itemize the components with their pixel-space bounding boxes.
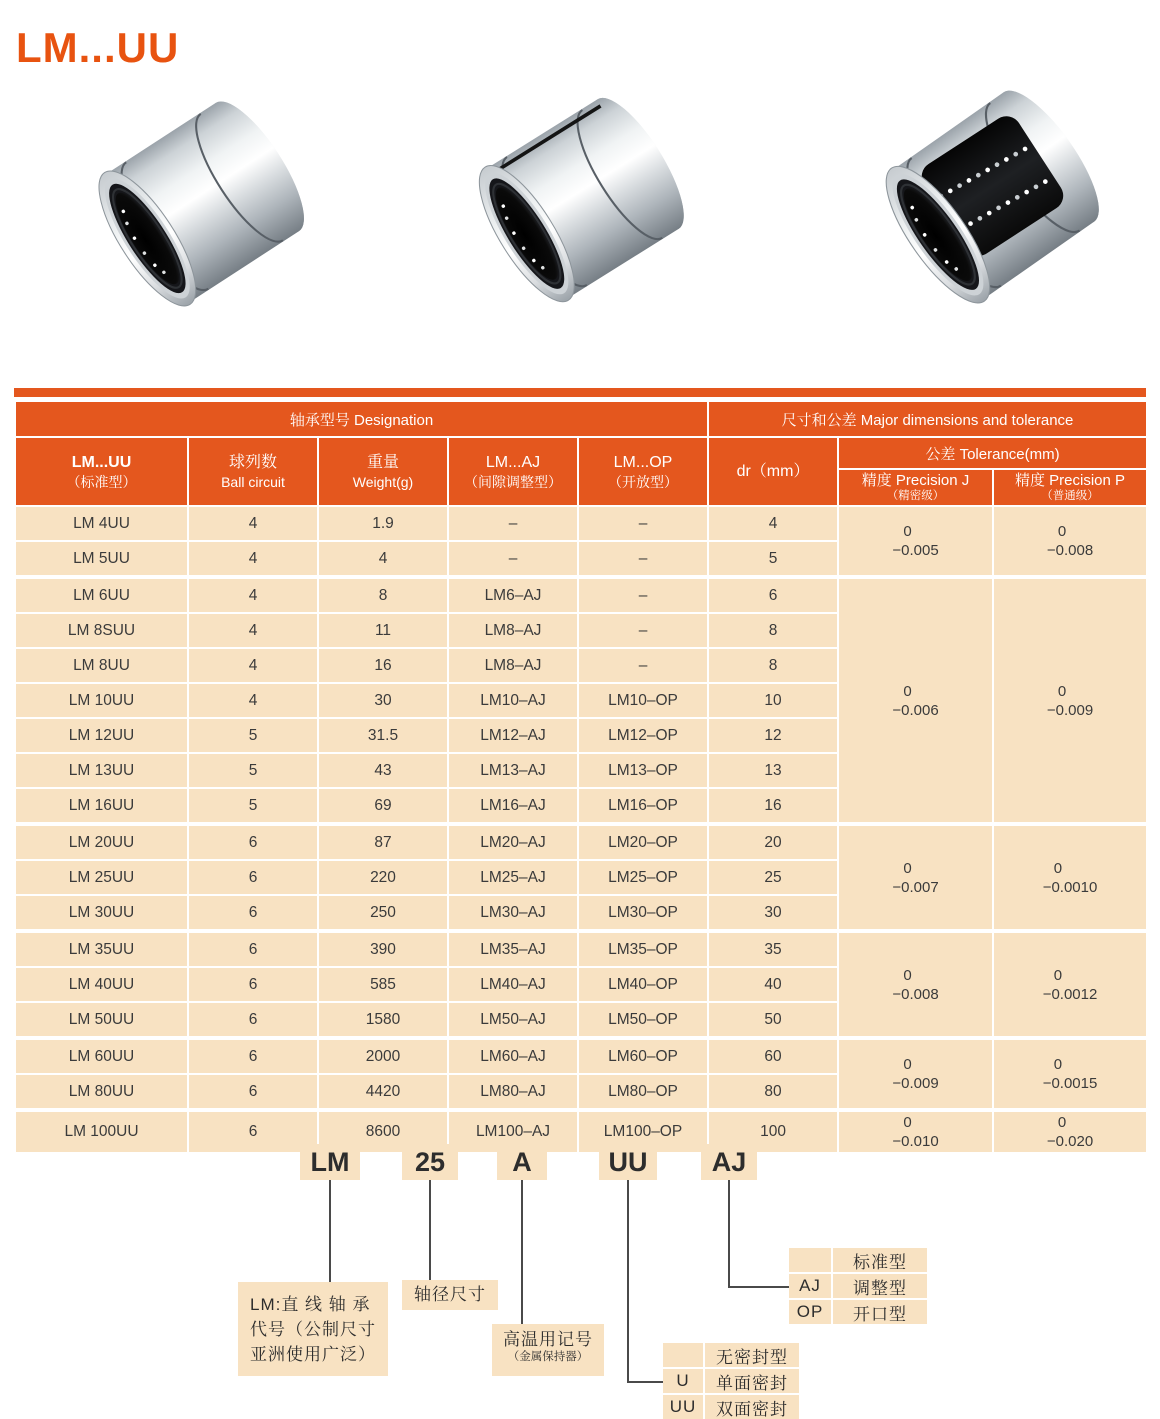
code-box-lm: LM [300, 1144, 360, 1180]
model-cell: LM 16UU [15, 788, 188, 824]
seal-code-uu: UU [663, 1395, 703, 1419]
code-box-aj: AJ [701, 1144, 757, 1180]
dr-cell: 20 [708, 824, 838, 860]
connector-line-lm [329, 1180, 331, 1282]
tolerance-precision-p-cell: 0 −0.009 [993, 577, 1147, 824]
model-cell: LM 5UU [15, 541, 188, 577]
weight-cell: 11 [318, 613, 448, 648]
tolerance-precision-j-cell: 0 −0.007 [838, 824, 993, 931]
spec-table-section [14, 388, 1146, 1154]
dr-cell: 60 [708, 1038, 838, 1074]
tolerance-precision-j-cell: 0 −0.008 [838, 931, 993, 1038]
table-row [15, 506, 1147, 541]
seal-label-u: 单面密封 [705, 1369, 799, 1393]
seal-code-table [663, 1343, 799, 1419]
aj-model-cell: LM30–AJ [448, 895, 578, 931]
col-header-tolerance: 公差 Tolerance(mm) [838, 437, 1147, 469]
weight-cell: 8600 [318, 1110, 448, 1153]
weight-cell: 31.5 [318, 718, 448, 753]
type-label-aj: 调整型 [833, 1274, 927, 1298]
aj-model-cell: LM6–AJ [448, 577, 578, 613]
type-label-op: 开口型 [833, 1300, 927, 1324]
col-header-balls-line1: 球列数 [228, 454, 277, 471]
ball-circuit-cell: 6 [188, 824, 318, 860]
dr-cell: 10 [708, 683, 838, 718]
seal-label-uu: 双面密封 [705, 1395, 799, 1419]
model-cell: LM 20UU [15, 824, 188, 860]
table-row [15, 931, 1147, 967]
aj-model-cell: LM8–AJ [448, 648, 578, 683]
op-model-cell: LM60–OP [578, 1038, 708, 1074]
dr-cell: 100 [708, 1110, 838, 1153]
seal-code-none [663, 1343, 703, 1367]
table-row [15, 1038, 1147, 1074]
page-title: LM...UU [16, 24, 180, 71]
spec-table-body [15, 506, 1147, 1153]
op-model-cell: – [578, 613, 708, 648]
op-model-cell: LM100–OP [578, 1110, 708, 1153]
op-model-cell: LM30–OP [578, 895, 708, 931]
dr-cell: 50 [708, 1002, 838, 1038]
model-cell: LM 4UU [15, 506, 188, 541]
ball-circuit-cell: 6 [188, 1074, 318, 1110]
aj-model-cell: LM35–AJ [448, 931, 578, 967]
op-model-cell: LM12–OP [578, 718, 708, 753]
op-model-cell: LM13–OP [578, 753, 708, 788]
op-model-cell: LM80–OP [578, 1074, 708, 1110]
weight-cell: 1580 [318, 1002, 448, 1038]
col-header-model [15, 437, 188, 506]
col-header-dr-label: dr（mm） [736, 463, 810, 480]
type-code-table [789, 1248, 927, 1324]
model-cell: LM 60UU [15, 1038, 188, 1074]
col-header-precision-p-line1: 精度 Precision P [1014, 472, 1126, 489]
code-box-uu: UU [599, 1144, 657, 1180]
model-cell: LM 40UU [15, 967, 188, 1002]
aj-model-cell: LM12–AJ [448, 718, 578, 753]
high-temp-note-line1: 高温用记号 [503, 1330, 593, 1349]
op-model-cell: – [578, 648, 708, 683]
connector-line-a [521, 1180, 523, 1324]
connector-line-uu-h [627, 1381, 663, 1383]
aj-model-cell: LM80–AJ [448, 1074, 578, 1110]
dr-cell: 35 [708, 931, 838, 967]
ball-circuit-cell: 4 [188, 506, 318, 541]
aj-model-cell: LM13–AJ [448, 753, 578, 788]
op-model-cell: – [578, 506, 708, 541]
col-header-op-line2: （开放型） [608, 474, 678, 490]
aj-model-cell: LM8–AJ [448, 613, 578, 648]
col-header-precision-p-line2: （普通级） [1041, 490, 1099, 502]
type-code-op: OP [789, 1300, 831, 1324]
op-model-cell: – [578, 541, 708, 577]
col-header-aj-line1: LM...AJ [485, 454, 541, 471]
col-header-aj [448, 437, 578, 506]
aj-model-cell: LM25–AJ [448, 860, 578, 895]
lm-code-note-line3: 亚洲使用广泛） [250, 1345, 376, 1364]
ball-circuit-cell: 6 [188, 1110, 318, 1153]
ball-circuit-cell: 6 [188, 1038, 318, 1074]
op-model-cell: LM25–OP [578, 860, 708, 895]
bearing-photo-adjustable [420, 69, 730, 338]
ball-circuit-cell: 5 [188, 788, 318, 824]
seal-label-none: 无密封型 [705, 1343, 799, 1367]
aj-model-cell: LM60–AJ [448, 1038, 578, 1074]
aj-model-cell: LM20–AJ [448, 824, 578, 860]
dimensions-banner: 尺寸和公差 Major dimensions and tolerance [708, 401, 1147, 437]
bearing-photo-open [826, 62, 1146, 340]
code-box-25: 25 [402, 1144, 458, 1180]
weight-cell: 250 [318, 895, 448, 931]
weight-cell: 16 [318, 648, 448, 683]
col-header-balls-line2: Ball circuit [221, 474, 285, 490]
ball-circuit-cell: 6 [188, 931, 318, 967]
dr-cell: 25 [708, 860, 838, 895]
spec-table [14, 400, 1148, 1154]
col-header-dr [708, 437, 838, 506]
op-model-cell: LM20–OP [578, 824, 708, 860]
col-header-weight [318, 437, 448, 506]
weight-cell: 69 [318, 788, 448, 824]
bearing-photo-standard [40, 73, 350, 342]
lm-code-note-line1: LM:直 线 轴 承 [250, 1295, 371, 1314]
aj-model-cell: LM100–AJ [448, 1110, 578, 1153]
weight-cell: 390 [318, 931, 448, 967]
ball-circuit-cell: 6 [188, 895, 318, 931]
model-cell: LM 10UU [15, 683, 188, 718]
col-header-weight-line1: 重量 [366, 454, 399, 471]
model-cell: LM 8UU [15, 648, 188, 683]
connector-line-25 [429, 1180, 431, 1280]
model-cell: LM 100UU [15, 1110, 188, 1153]
ball-circuit-cell: 4 [188, 683, 318, 718]
table-top-accent-bar [14, 388, 1146, 397]
connector-line-aj [728, 1180, 730, 1288]
tolerance-precision-j-cell: 0 −0.006 [838, 577, 993, 824]
op-model-cell: LM35–OP [578, 931, 708, 967]
weight-cell: 2000 [318, 1038, 448, 1074]
designation-banner: 轴承型号 Designation [15, 401, 708, 437]
col-header-precision-p [993, 469, 1147, 506]
dr-cell: 8 [708, 613, 838, 648]
model-cell: LM 80UU [15, 1074, 188, 1110]
model-cell: LM 30UU [15, 895, 188, 931]
dr-cell: 12 [708, 718, 838, 753]
col-header-op-line1: LM...OP [613, 454, 673, 471]
tolerance-precision-j-cell: 0 −0.005 [838, 506, 993, 577]
col-header-model-line2: （标准型） [66, 474, 137, 490]
code-box-a: A [497, 1144, 547, 1180]
col-header-aj-line2: （间隙调整型） [464, 474, 562, 490]
ball-circuit-cell: 4 [188, 613, 318, 648]
col-header-op [578, 437, 708, 506]
weight-cell: 30 [318, 683, 448, 718]
high-temp-note-line2: （金属保持器） [507, 1351, 589, 1363]
model-cell: LM 6UU [15, 577, 188, 613]
weight-cell: 43 [318, 753, 448, 788]
weight-cell: 4420 [318, 1074, 448, 1110]
aj-model-cell: LM40–AJ [448, 967, 578, 1002]
ball-circuit-cell: 6 [188, 967, 318, 1002]
table-row [15, 577, 1147, 613]
model-cell: LM 8SUU [15, 613, 188, 648]
aj-model-cell: LM10–AJ [448, 683, 578, 718]
dr-cell: 4 [708, 506, 838, 541]
tolerance-precision-p-cell: 0 −0.0015 [993, 1038, 1147, 1110]
model-cell: LM 12UU [15, 718, 188, 753]
tolerance-precision-p-cell: 0 −0.0012 [993, 931, 1147, 1038]
aj-model-cell: – [448, 541, 578, 577]
dr-cell: 80 [708, 1074, 838, 1110]
lm-code-note [238, 1282, 388, 1376]
ball-circuit-cell: 4 [188, 541, 318, 577]
aj-model-cell: LM50–AJ [448, 1002, 578, 1038]
tolerance-precision-j-cell: 0 −0.009 [838, 1038, 993, 1110]
op-model-cell: LM50–OP [578, 1002, 708, 1038]
type-code-aj: AJ [789, 1274, 831, 1298]
tolerance-precision-p-cell: 0 −0.020 [993, 1110, 1147, 1153]
ball-circuit-cell: 4 [188, 577, 318, 613]
aj-model-cell: LM16–AJ [448, 788, 578, 824]
aj-model-cell: – [448, 506, 578, 541]
weight-cell: 87 [318, 824, 448, 860]
type-code-std [789, 1248, 831, 1272]
dr-cell: 16 [708, 788, 838, 824]
tolerance-precision-p-cell: 0 −0.008 [993, 506, 1147, 577]
weight-cell: 585 [318, 967, 448, 1002]
op-model-cell: LM40–OP [578, 967, 708, 1002]
dr-cell: 40 [708, 967, 838, 1002]
col-header-model-line1: LM...UU [71, 454, 132, 471]
type-label-std: 标准型 [833, 1248, 927, 1272]
ball-circuit-cell: 6 [188, 1002, 318, 1038]
model-cell: LM 35UU [15, 931, 188, 967]
connector-line-uu [627, 1180, 629, 1383]
connector-line-aj-h [728, 1286, 789, 1288]
shaft-size-note: 轴径尺寸 [402, 1280, 498, 1310]
weight-cell: 220 [318, 860, 448, 895]
seal-code-u: U [663, 1369, 703, 1393]
table-row [15, 1110, 1147, 1153]
weight-cell: 4 [318, 541, 448, 577]
ball-circuit-cell: 5 [188, 753, 318, 788]
model-cell: LM 13UU [15, 753, 188, 788]
dr-cell: 30 [708, 895, 838, 931]
tolerance-precision-j-cell: 0 −0.010 [838, 1110, 993, 1153]
ball-circuit-cell: 4 [188, 648, 318, 683]
ball-circuit-cell: 6 [188, 860, 318, 895]
dr-cell: 8 [708, 648, 838, 683]
tolerance-precision-p-cell: 0 −0.0010 [993, 824, 1147, 931]
model-cell: LM 50UU [15, 1002, 188, 1038]
dr-cell: 13 [708, 753, 838, 788]
col-header-precision-j-line2: （精密级） [886, 490, 945, 502]
col-header-ball-circuit [188, 437, 318, 506]
table-row [15, 824, 1147, 860]
dr-cell: 6 [708, 577, 838, 613]
op-model-cell: – [578, 577, 708, 613]
ball-circuit-cell: 5 [188, 718, 318, 753]
op-model-cell: LM10–OP [578, 683, 708, 718]
col-header-precision-j-line1: 精度 Precision J [861, 472, 970, 489]
col-header-precision-j [838, 469, 993, 506]
lm-code-note-line2: 代号（公制尺寸 [250, 1320, 376, 1339]
high-temp-note [492, 1324, 604, 1376]
dr-cell: 5 [708, 541, 838, 577]
col-header-weight-line2: Weight(g) [352, 474, 414, 490]
weight-cell: 1.9 [318, 506, 448, 541]
op-model-cell: LM16–OP [578, 788, 708, 824]
model-cell: LM 25UU [15, 860, 188, 895]
weight-cell: 8 [318, 577, 448, 613]
